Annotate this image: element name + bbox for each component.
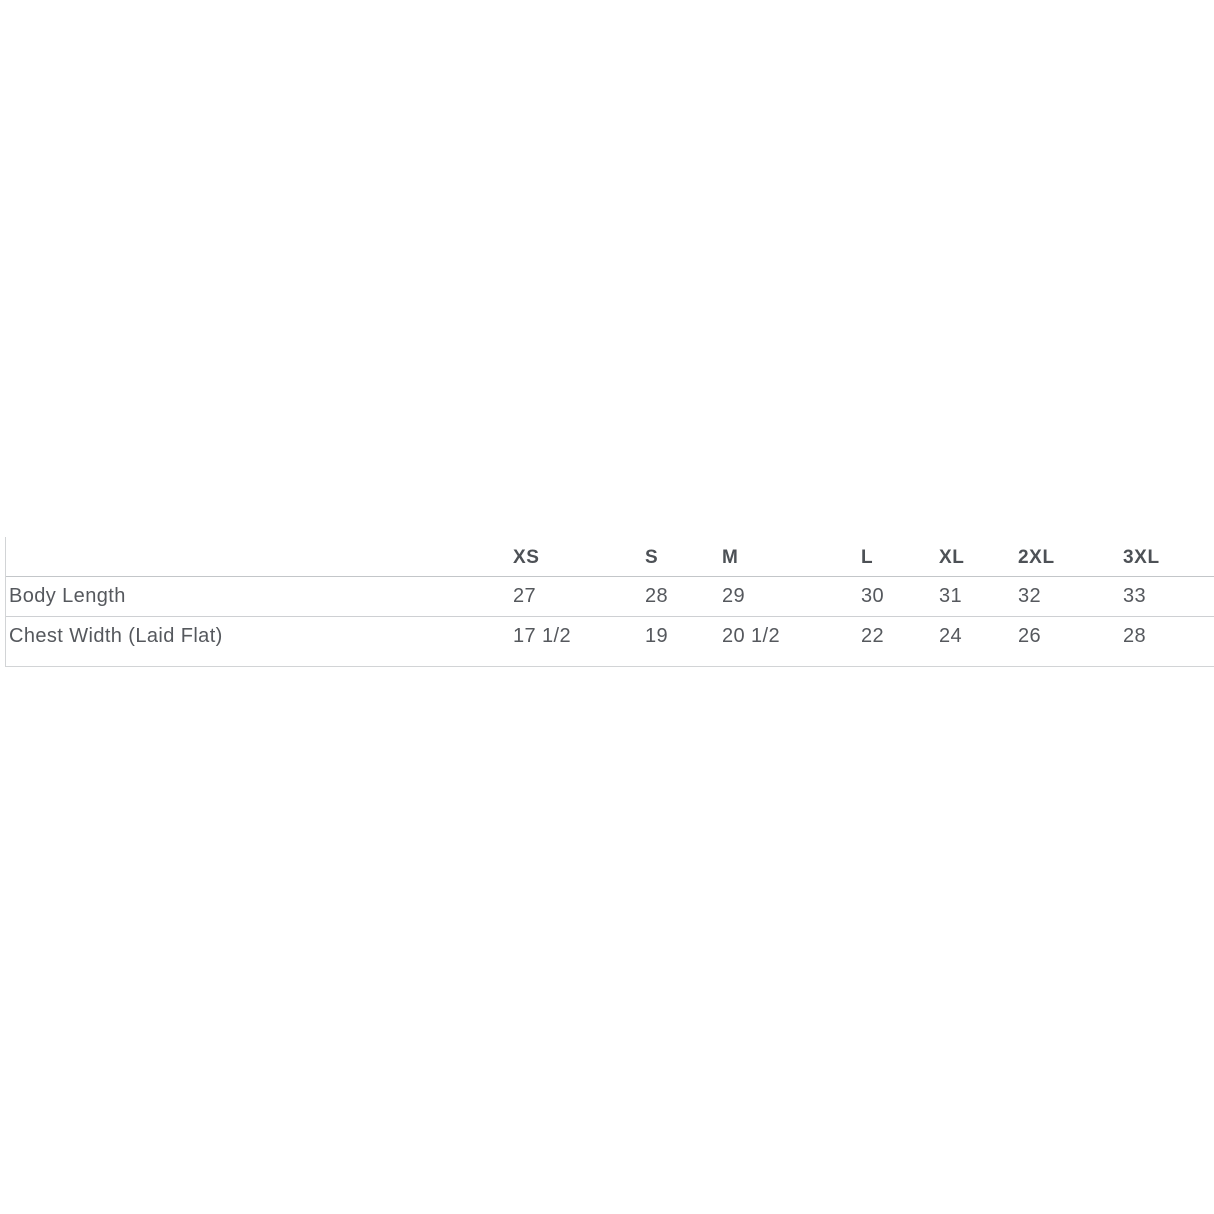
body-length-xs: 27 (513, 577, 645, 617)
measurement-header-blank (6, 537, 513, 577)
size-header-3xl: 3XL (1123, 537, 1214, 577)
size-header-xl: XL (939, 537, 1018, 577)
row-label: Body Length (6, 577, 513, 617)
table-row-chest-width (6, 617, 1214, 657)
body-length-2xl: 32 (1018, 577, 1123, 617)
body-length-xl: 31 (939, 577, 1018, 617)
chest-width-xl: 24 (939, 625, 963, 647)
size-header-m: M (722, 537, 861, 577)
size-header-l: L (861, 537, 939, 577)
size-chart-table (5, 537, 1214, 667)
chest-width-2xl: 26 (1018, 625, 1042, 647)
size-header-xs: XS (513, 537, 645, 577)
size-header-s: S (645, 537, 722, 577)
chest-width-m: 20 1/2 (722, 625, 781, 647)
body-length-l: 30 (861, 577, 939, 617)
body-length-s: 28 (645, 577, 722, 617)
chest-width-xs: 17 1/2 (513, 625, 572, 647)
size-chart (6, 537, 1214, 656)
body-length-3xl: 33 (1123, 577, 1214, 617)
chest-width-l: 22 (861, 625, 885, 647)
chest-width-3xl: 28 (1123, 625, 1147, 647)
row-label: Chest Width (Laid Flat) (9, 625, 223, 647)
size-header-2xl: 2XL (1018, 537, 1123, 577)
chest-width-s: 19 (645, 625, 669, 647)
body-length-m: 29 (722, 577, 861, 617)
size-header-row (6, 537, 1214, 577)
table-row-body-length (6, 577, 1214, 617)
